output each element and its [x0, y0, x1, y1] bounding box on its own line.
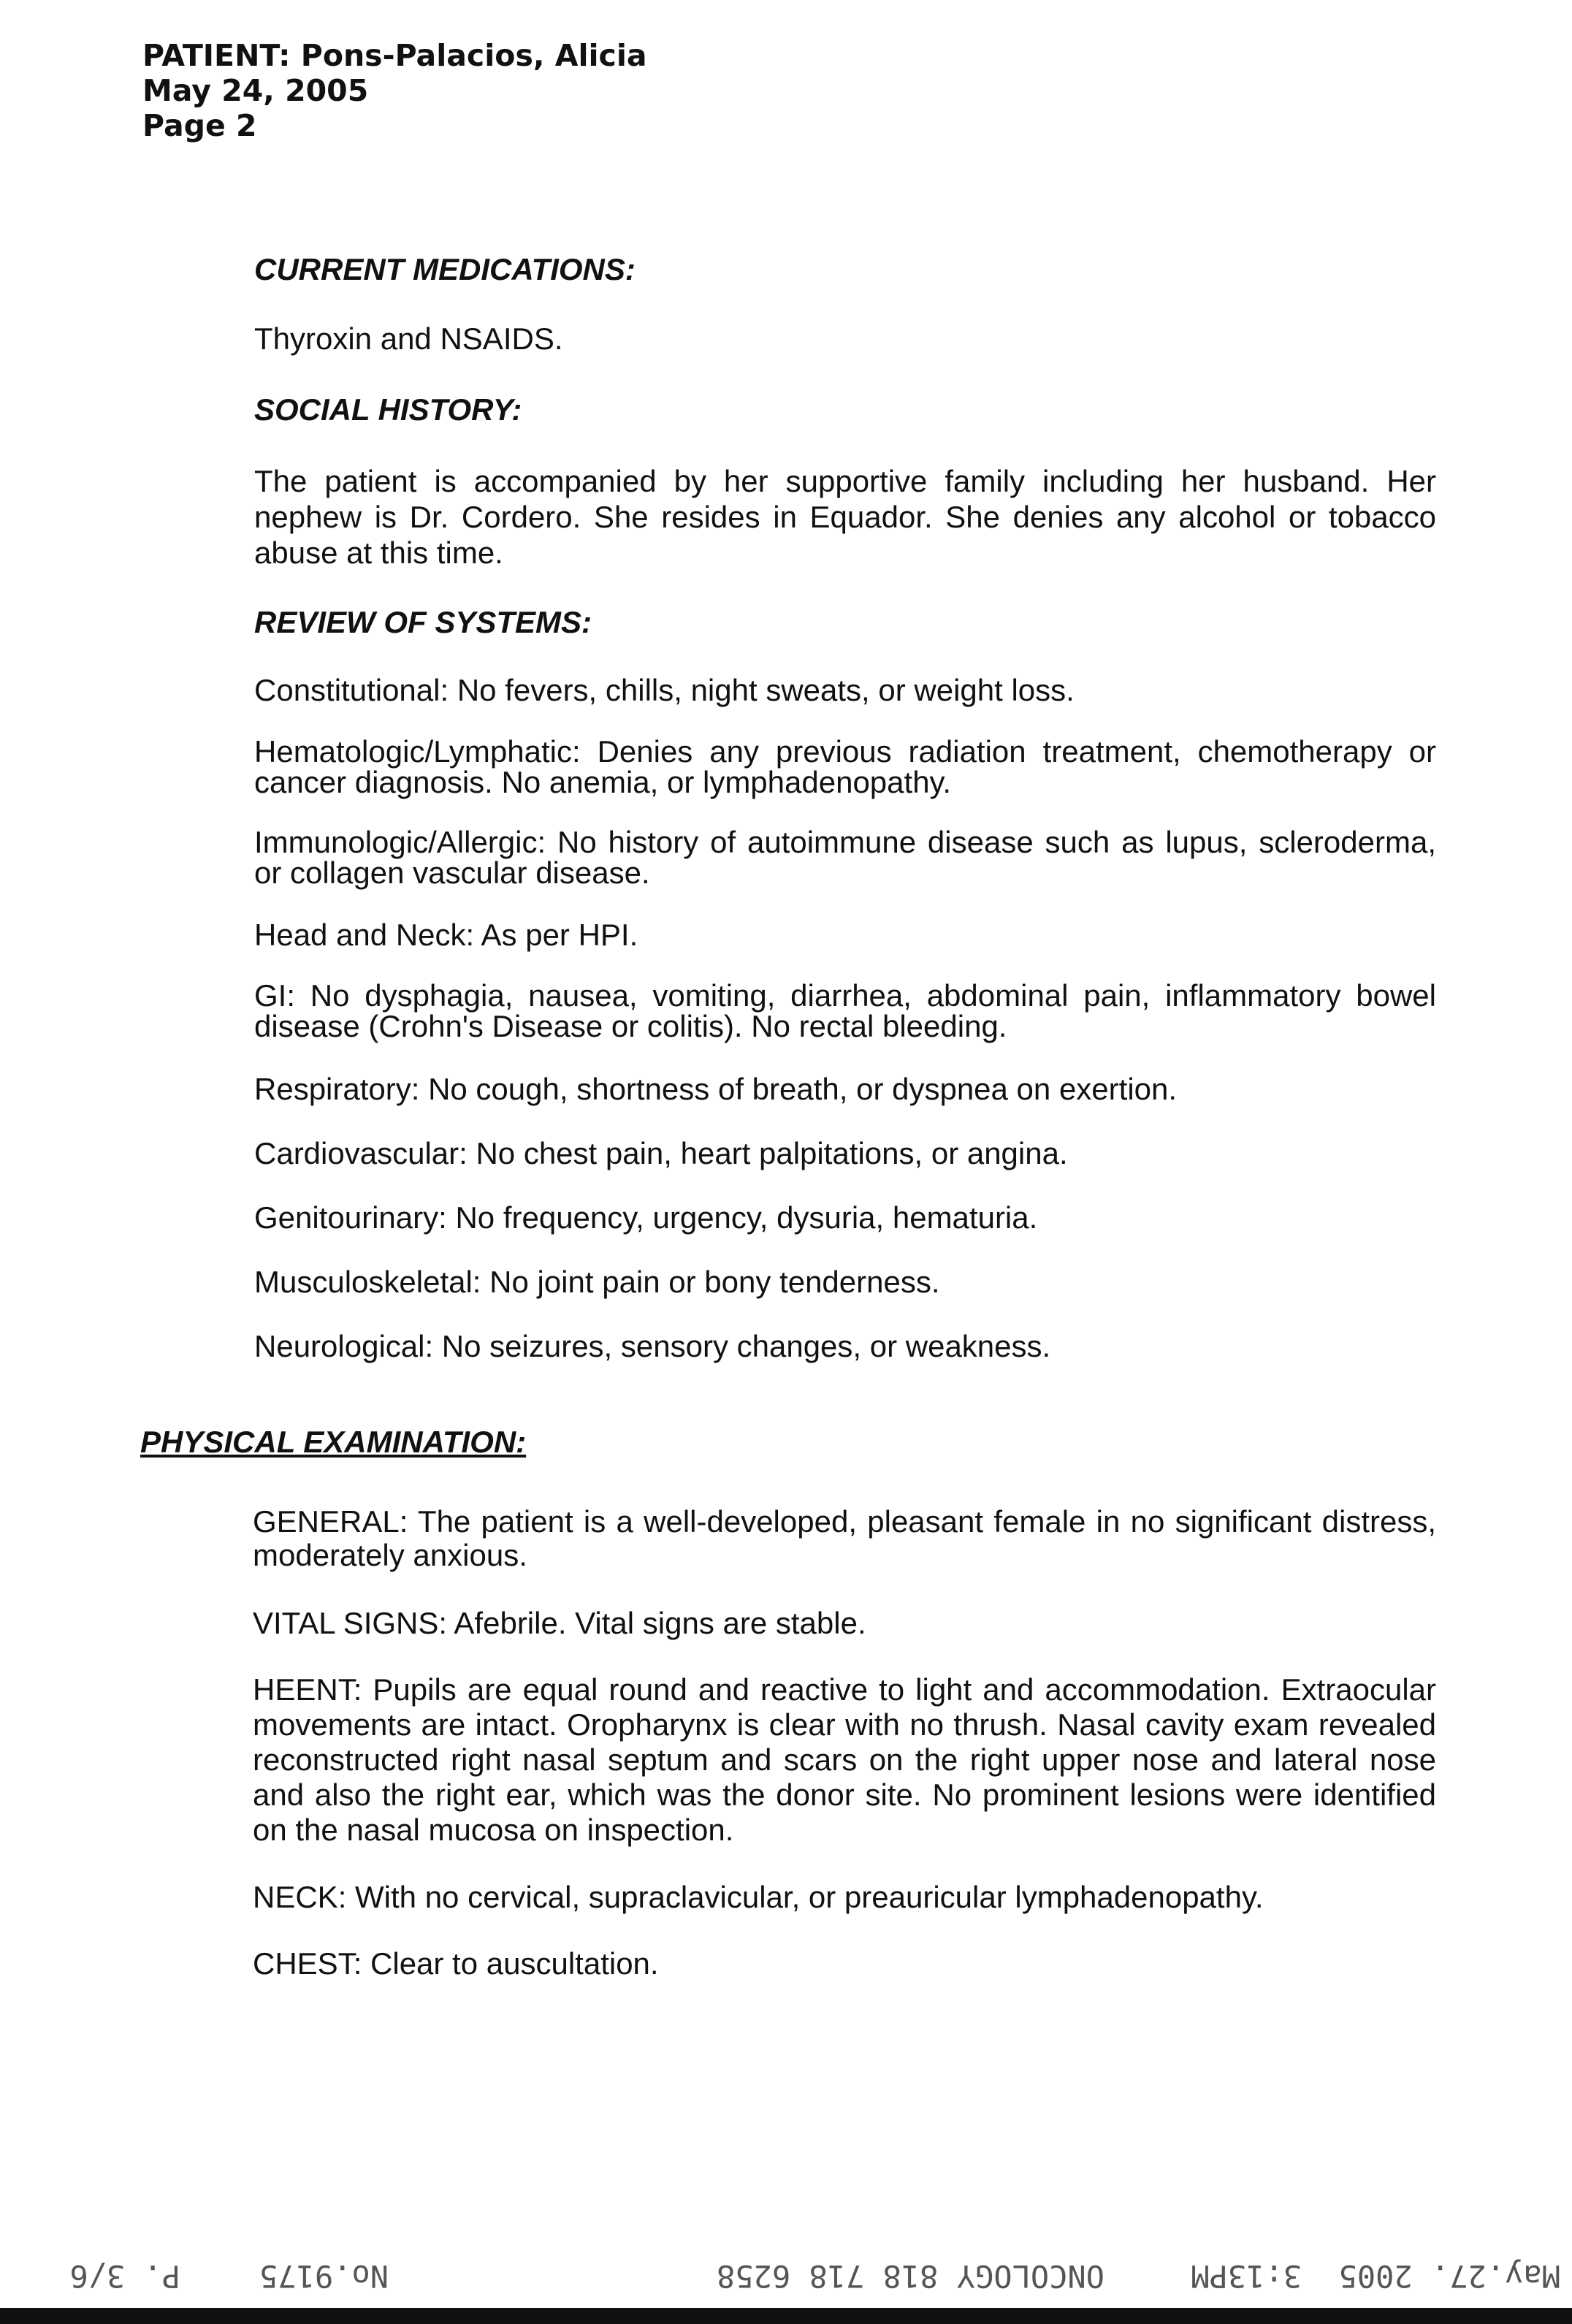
ros-heading: REVIEW OF SYSTEMS: — [254, 605, 592, 639]
exam-item: NECK: With no cervical, supraclavicular, or preauricular lymphadenopathy. — [253, 1880, 1264, 1914]
fax-page: P. 3/6 — [69, 2258, 180, 2294]
exam-section — [253, 1505, 1436, 1981]
fax-date-time: May.27. 2005 3:13PM — [1191, 2258, 1560, 2294]
fax-footer — [0, 2250, 1572, 2294]
physical-exam-heading: PHYSICAL EXAMINATION: — [140, 1425, 527, 1459]
fax-sender: ONCOLOGY 818 718 6258 — [716, 2258, 1104, 2294]
social-history-heading: SOCIAL HISTORY: — [254, 392, 522, 427]
ros-item: Head and Neck: As per HPI. — [254, 918, 638, 952]
document-header — [142, 38, 647, 143]
ros-item: Musculoskeletal: No joint pain or bony tenderness. — [254, 1265, 940, 1299]
ros-item: Genitourinary: No frequency, urgency, dysuria, hematuria. — [254, 1200, 1038, 1235]
ros-item: Neurological: No seizures, sensory changes, or weakness. — [254, 1329, 1051, 1363]
exam-item: VITAL SIGNS: Afebrile. Vital signs are stable. — [253, 1606, 866, 1640]
medications-text: Thyroxin and NSAIDS. — [254, 321, 563, 356]
exam-item: CHEST: Clear to auscultation. — [253, 1946, 659, 1981]
ros-item: Cardiovascular: No chest pain, heart palpitations, or angina. — [254, 1136, 1068, 1170]
exam-item: HEENT: Pupils are equal round and reactive to light and accommodation. Extraocular movements are intact. Oropharynx is clear with no thrush. Nasal cavity exam revealed reconstructed right nasal septum and scars on the right upper nose and lateral nose and also the right ear, which was the donor site. No prominent lesions were identified on the nasal mucosa on inspection. — [253, 1672, 1436, 1847]
page-number: Page 2 — [142, 108, 257, 143]
ros-item: GI: No dysphagia, nausea, vomiting, diarrhea, abdominal pain, inflammatory bowel disease (Crohn's Disease or colitis). No rectal bleeding. — [254, 978, 1436, 1043]
ros-item: Constitutional: No fevers, chills, night sweats, or weight loss. — [254, 673, 1075, 707]
ros-item: Immunologic/Allergic: No history of autoimmune disease such as lupus, scleroderma, or collagen vascular disease. — [254, 825, 1436, 890]
document-date: May 24, 2005 — [142, 73, 369, 108]
exam-item: GENERAL: The patient is a well-developed, pleasant female in no significant distress, moderately anxious. — [253, 1504, 1436, 1572]
social-history-text: The patient is accompanied by her supportive family including her husband. Her nephew is Dr. Cordero. She resides in Equador. She denies any alcohol or tobacco abuse at this time. — [254, 464, 1436, 570]
history-section — [254, 252, 1436, 1363]
scan-edge — [0, 2308, 1572, 2324]
ros-item: Hematologic/Lymphatic: Denies any previous radiation treatment, chemotherapy or cancer diagnosis. No anemia, or lymphadenopathy. — [254, 734, 1436, 799]
ros-item: Respiratory: No cough, shortness of breath, or dyspnea on exertion. — [254, 1072, 1178, 1106]
medications-heading: CURRENT MEDICATIONS: — [254, 252, 636, 286]
fax-number: No.9175 — [259, 2258, 389, 2294]
patient-name: PATIENT: Pons-Palacios, Alicia — [142, 38, 647, 73]
